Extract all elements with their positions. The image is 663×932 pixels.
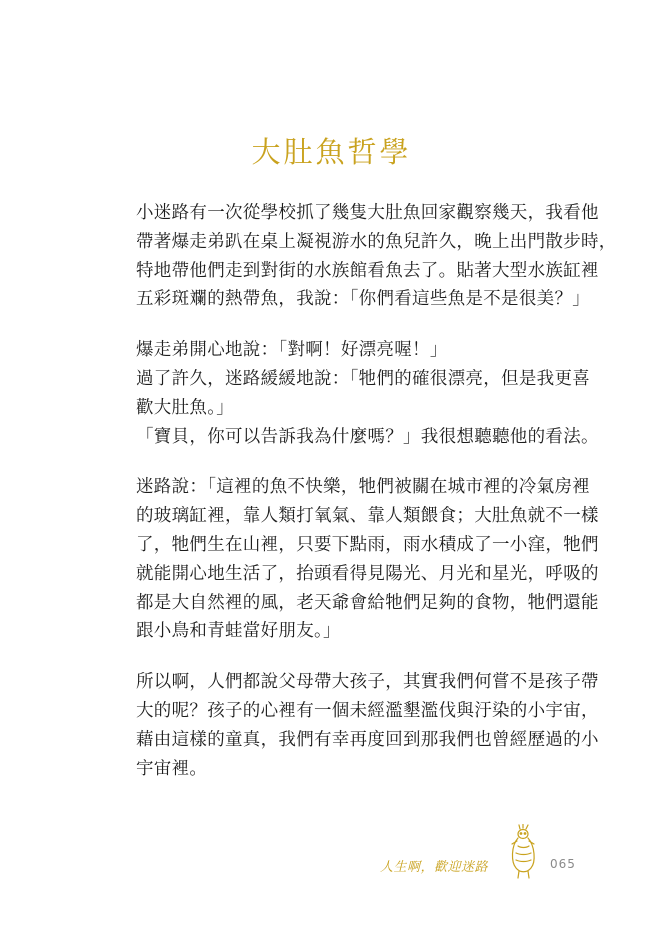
paragraph-line: 的玻璃缸裡，靠人類打氧氣、靠人類餵食；大肚魚就不一樣 — [136, 506, 599, 527]
paragraph-line: 歡大肚魚。」 — [136, 397, 235, 418]
paragraph-line: 跟小鳥和青蛙當好朋友。」 — [136, 621, 341, 642]
paragraph-4 — [136, 668, 599, 783]
page-number: 065 — [550, 857, 576, 871]
paragraph-line: 過了許久，迷路緩緩地說：「牠們的確很漂亮，但是我更喜 — [136, 368, 591, 389]
paragraph-line: 大的呢？孩子的心裡有一個未經濫墾濫伐與汙染的小宇宙， — [136, 700, 599, 721]
paragraph-line: 小迷路有一次從學校抓了幾隻大肚魚回家觀察幾天，我看他 — [136, 203, 599, 223]
paragraph-line: 了，牠們生在山裡，只要下點雨，雨水積成了一小窪，牠們 — [136, 534, 599, 555]
paragraph-line: 帶著爆走弟趴在桌上凝視游水的魚兒許久，晚上出門散步時， — [136, 231, 617, 252]
paragraph-line: 「寶貝，你可以告訴我為什麼嗎？」我很想聽聽他的看法。 — [136, 426, 599, 447]
paragraph-1 — [136, 199, 617, 314]
paragraph-line: 藉由這樣的童真，我們有幸再度回到那我們也曾經歷過的小 — [136, 729, 599, 750]
paragraph-line: 爆走弟開心地說：「對啊！好漂亮喔！」 — [136, 340, 448, 361]
paragraph-line: 宇宙裡。 — [136, 758, 208, 779]
paragraph-3 — [136, 473, 599, 646]
paragraph-2 — [136, 336, 599, 451]
body-text — [136, 199, 617, 783]
paragraph-line: 所以啊，人們都說父母帶大孩子，其實我們何嘗不是孩子帶 — [136, 672, 599, 693]
footer-tagline: 人生啊，歡迎迷路 — [380, 860, 489, 875]
mascot-icon — [507, 824, 541, 880]
paragraph-line: 都是大自然裡的風，老天爺會給牠們足夠的食物，牠們還能 — [136, 592, 599, 613]
paragraph-line: 特地帶他們走到對街的水族館看魚去了。貼著大型水族缸裡 — [136, 260, 599, 281]
page-footer — [380, 824, 580, 884]
paragraph-line: 五彩斑斕的熱帶魚，我說：「你們看這些魚是不是很美？」 — [136, 289, 591, 310]
page-title: 大肚魚哲學 — [251, 135, 412, 169]
paragraph-line: 就能開心地生活了，抬頭看得見陽光、月光和星光，呼吸的 — [136, 563, 599, 584]
paragraph-line: 迷路說：「這裡的魚不快樂，牠們被關在城市裡的冷氣房裡 — [136, 477, 591, 498]
